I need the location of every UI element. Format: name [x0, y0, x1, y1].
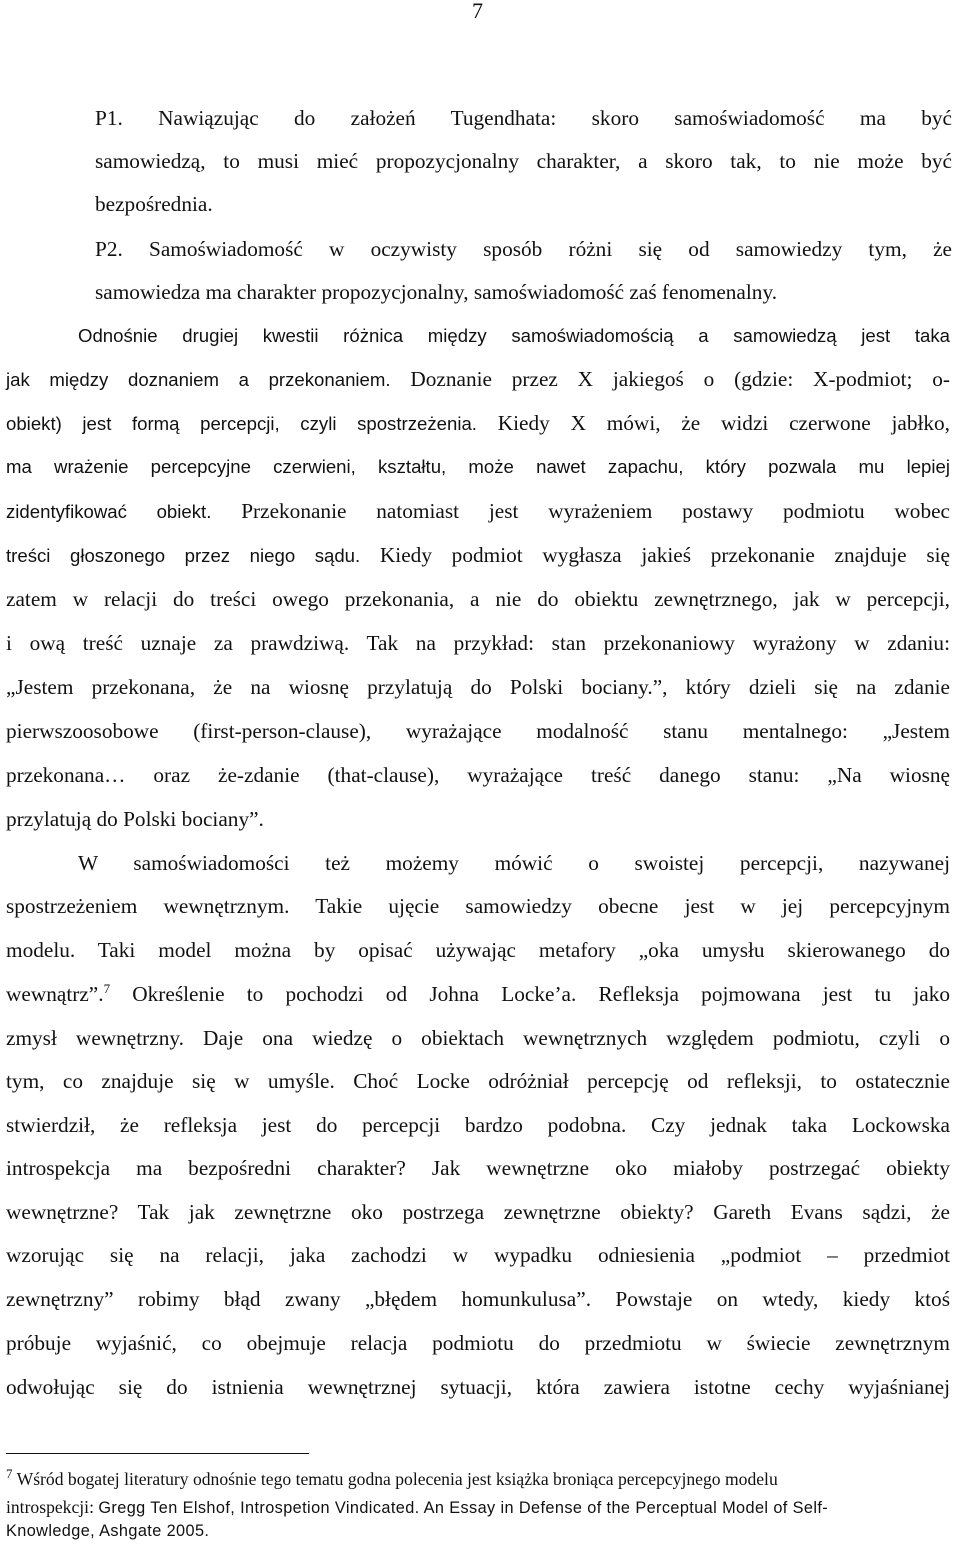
text-line: zmysł wewnętrzny. Daje ona wiedzę o obiektach wewnętrznych względem podmiotu, czyli o: [6, 1026, 950, 1050]
text-line: zatem w relacji do treści owego przekonania, a nie do obiektu zewnętrznego, jak w percepcji,: [6, 587, 950, 611]
text-line: P2. Samoświadomość w oczywisty sposób różni się od samowiedzy tym, że: [95, 237, 952, 261]
text-segment: wewnątrz”.: [6, 982, 104, 1006]
footnote-line: [6, 1495, 828, 1520]
text-segment: zidentyfikować obiekt.: [6, 501, 212, 522]
text-line: wewnętrzne? Tak jak zewnętrzne oko postrzega zewnętrzne obiekty? Gareth Evans sądzi, że: [6, 1200, 950, 1224]
text-line: Odnośnie drugiej kwestii różnica między samoświadomością a samowiedzą jest taka: [78, 325, 950, 346]
text-line: modelu. Taki model można by opisać używając metafory „oka umysłu skierowanego do: [6, 938, 950, 962]
footnote-text: Gregg Ten Elshof, Introspetion Vindicated. An Essay in Defense of the Perceptual Model of Self-: [98, 1499, 829, 1517]
text-line: „Jestem przekonana, że na wiosnę przylatują do Polski bociany.”, który dzieli się na zdanie: [6, 675, 950, 699]
text-line-mixed: [6, 408, 950, 438]
text-line: wzorując się na relacji, jaka zachodzi w wypadku odniesienia „podmiot – przedmiot: [6, 1243, 950, 1267]
text-line: próbuje wyjaśnić, co obejmuje relacja podmiotu do przedmiotu w świecie zewnętrznym: [6, 1331, 950, 1355]
footnote-text: introspekcji:: [6, 1497, 94, 1517]
text-line: przekonana… oraz że-zdanie (that-clause), wyrażające treść danego stanu: „Na wiosnę: [6, 763, 950, 787]
text-line-mixed: [6, 540, 950, 570]
text-line: ma wrażenie percepcyjne czerwieni, kształtu, może nawet zapachu, który pozwala mu lepiej: [6, 456, 950, 477]
text-line: pierwszoosobowe (first-person-clause), wyrażające modalność stanu mentalnego: „Jestem: [6, 719, 950, 743]
text-line-mixed: [6, 364, 950, 394]
text-segment: Doznanie przez X jakiegoś o (gdzie: X-podmiot; o-: [410, 367, 950, 391]
text-line: tym, co znajduje się w umyśle. Choć Locke odróżniał percepcję od refleksji, to ostatecznie: [6, 1069, 950, 1093]
text-line: bezpośrednia.: [95, 192, 213, 216]
text-line: P1. Nawiązując do założeń Tugendhata: skoro samoświadomość ma być: [95, 106, 952, 130]
text-line-mixed: [6, 496, 950, 526]
text-segment: treści głoszonego przez niego sądu.: [6, 545, 361, 566]
text-line: samowiedzą, to musi mieć propozycjonalny charakter, a skoro tak, to nie może być: [95, 149, 952, 173]
text-segment: obiekt) jest formą percepcji, czyli spostrzeżenia.: [6, 413, 477, 434]
text-line-mixed: [6, 628, 950, 658]
text-line: stwierdził, że refleksja jest do percepcji bardzo podobna. Czy jednak taka Lockowska: [6, 1113, 950, 1137]
footnote-text: Knowledge, Ashgate 2005.: [6, 1522, 210, 1540]
text-line: przylatują do Polski bociany”.: [6, 807, 264, 831]
footnote-number: 7: [6, 1466, 13, 1482]
text-segment: Kiedy podmiot wygłasza jakieś przekonanie znajduje się: [379, 543, 950, 567]
text-line: W samoświadomości też możemy mówić o swoistej percepcji, nazywanej: [78, 851, 950, 875]
text-segment: Określenie to pochodzi od Johna Locke’a. Refleksja pojmowana jest tu jako: [132, 982, 950, 1006]
text-segment: Przekonanie natomiast jest wyrażeniem postawy podmiotu wobec: [241, 499, 950, 523]
footnote-line: [6, 1467, 954, 1491]
text-segment: i ową treść uznaje za prawdziwą.: [6, 631, 350, 655]
text-segment: Tak na przykład: stan przekonaniowy wyrażony w zdaniu:: [366, 631, 950, 655]
text-line-mixed: [6, 979, 950, 1009]
text-line: spostrzeżeniem wewnętrznym. Takie ujęcie samowiedzy obecne jest w jej percepcyjnym: [6, 894, 950, 918]
text-segment: Kiedy X mówi, że widzi czerwone jabłko,: [497, 411, 950, 435]
footnote-separator: [6, 1453, 309, 1454]
text-line: odwołując się do istnienia wewnętrznej sytuacji, która zawiera istotne cechy wyjaśnianej: [6, 1375, 950, 1399]
footnote-text: Wśród bogatej literatury odnośnie tego tematu godna polecenia jest książka broniąca percepcyjnego modelu: [16, 1469, 778, 1489]
text-line: introspekcja ma bezpośredni charakter? Jak wewnętrzne oko miałoby postrzegać obiekty: [6, 1156, 950, 1180]
text-segment: jak między doznaniem a przekonaniem.: [6, 369, 391, 390]
page-number: 7: [472, 0, 483, 23]
text-line: zewnętrzny” robimy błąd zwany „błędem homunkulusa”. Powstaje on wtedy, kiedy ktoś: [6, 1287, 950, 1311]
footnote-reference[interactable]: 7: [103, 980, 111, 996]
text-line: samowiedza ma charakter propozycjonalny, samoświadomość zaś fenomenalny.: [95, 280, 778, 304]
